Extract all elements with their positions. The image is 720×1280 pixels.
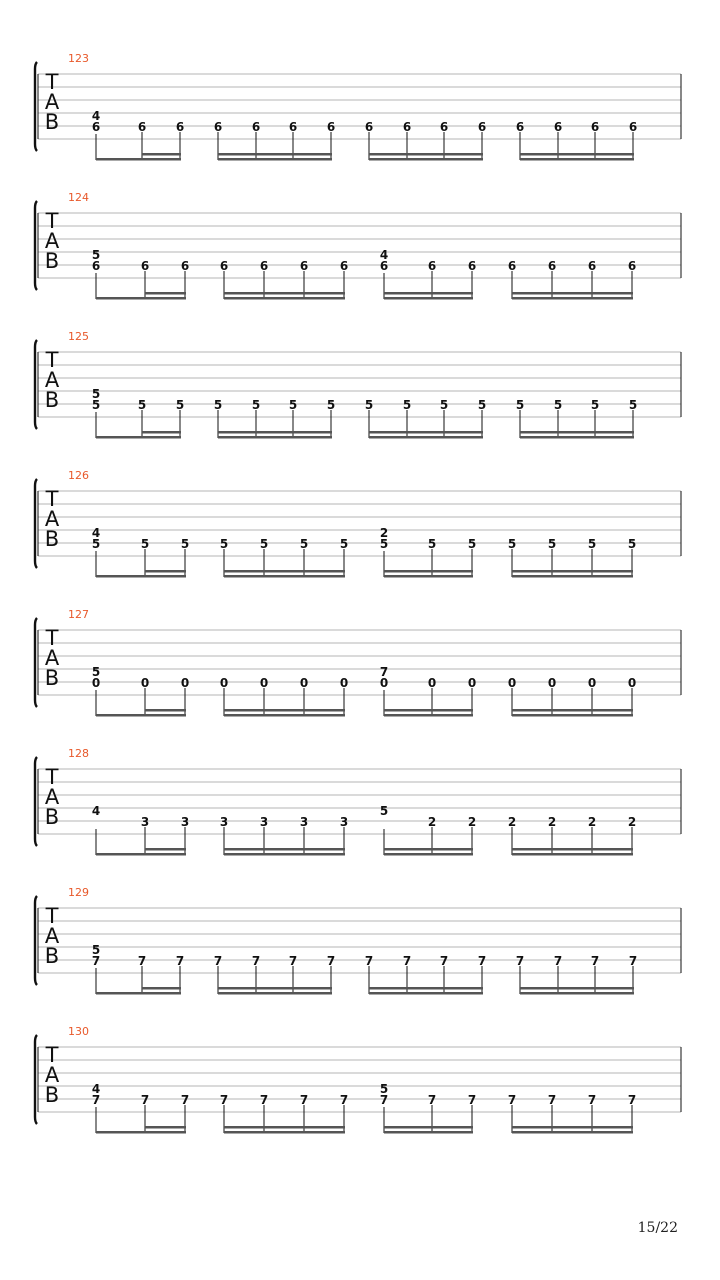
system-bracket xyxy=(35,757,37,846)
fret-number: 7 xyxy=(288,954,298,968)
measure-number: 127 xyxy=(68,608,89,621)
beam-primary xyxy=(520,992,634,995)
beam-secondary xyxy=(520,153,634,156)
fret-number: 2 xyxy=(427,815,437,829)
fret-number: 6 xyxy=(299,259,309,273)
beam-primary xyxy=(512,714,633,717)
fret-number: 6 xyxy=(137,120,147,134)
fret-number: 4 xyxy=(91,1082,101,1096)
beam-secondary xyxy=(145,570,186,573)
tab-clef-letter: B xyxy=(44,110,60,134)
beam-secondary xyxy=(218,431,332,434)
tab-clef-letter: T xyxy=(45,765,59,789)
fret-number: 5 xyxy=(379,537,389,551)
beam-primary xyxy=(512,853,633,856)
fret-number: 5 xyxy=(219,537,229,551)
beam-primary xyxy=(224,853,345,856)
tab-clef-letter: T xyxy=(45,626,59,650)
beam-secondary xyxy=(384,570,473,573)
fret-number: 7 xyxy=(175,954,185,968)
tab-clef-letter: B xyxy=(44,527,60,551)
system-bracket xyxy=(35,62,37,151)
fret-number: 0 xyxy=(379,676,389,690)
fret-number: 4 xyxy=(91,804,101,818)
fret-number: 5 xyxy=(364,398,374,412)
fret-number: 5 xyxy=(439,398,449,412)
beam-secondary xyxy=(369,431,483,434)
beam-primary xyxy=(96,575,186,578)
fret-number: 0 xyxy=(299,676,309,690)
fret-number: 6 xyxy=(507,259,517,273)
fret-number: 5 xyxy=(259,537,269,551)
beam-secondary xyxy=(224,292,345,295)
fret-number: 3 xyxy=(339,815,349,829)
fret-number: 5 xyxy=(547,537,557,551)
beam-primary xyxy=(512,297,633,300)
beam-secondary xyxy=(224,709,345,712)
page-number: 15/22 xyxy=(637,1220,678,1236)
beam-secondary xyxy=(512,570,633,573)
beam-primary xyxy=(96,992,181,995)
beam-secondary xyxy=(384,709,473,712)
measure-number: 128 xyxy=(68,747,89,760)
fret-number: 7 xyxy=(251,954,261,968)
fret-number: 6 xyxy=(477,120,487,134)
fret-number: 6 xyxy=(547,259,557,273)
system-bracket xyxy=(35,201,37,290)
beam-primary xyxy=(218,158,332,161)
fret-number: 3 xyxy=(299,815,309,829)
fret-number: 5 xyxy=(175,398,185,412)
beam-primary xyxy=(224,714,345,717)
fret-number: 7 xyxy=(627,1093,637,1107)
fret-number: 5 xyxy=(477,398,487,412)
fret-number: 6 xyxy=(180,259,190,273)
measure-number: 129 xyxy=(68,886,89,899)
fret-number: 6 xyxy=(628,120,638,134)
beam-secondary xyxy=(224,1126,345,1129)
tab-clef-letter: B xyxy=(44,805,60,829)
fret-number: 0 xyxy=(91,676,101,690)
beam-primary xyxy=(369,436,483,439)
beam-primary xyxy=(224,1131,345,1134)
beam-primary xyxy=(512,575,633,578)
fret-number: 7 xyxy=(140,1093,150,1107)
fret-number: 6 xyxy=(402,120,412,134)
fret-number: 7 xyxy=(364,954,374,968)
fret-number: 6 xyxy=(587,259,597,273)
fret-number: 6 xyxy=(326,120,336,134)
beam-secondary xyxy=(512,709,633,712)
beam-secondary xyxy=(218,153,332,156)
fret-number: 0 xyxy=(140,676,150,690)
beam-primary xyxy=(96,158,181,161)
measure-number: 123 xyxy=(68,52,89,65)
fret-number: 4 xyxy=(91,526,101,540)
beam-secondary xyxy=(520,987,634,990)
fret-number: 6 xyxy=(515,120,525,134)
fret-number: 0 xyxy=(339,676,349,690)
fret-number: 5 xyxy=(515,398,525,412)
tab-clef-letter: B xyxy=(44,944,60,968)
tab-clef-letter: B xyxy=(44,666,60,690)
beam-secondary xyxy=(384,848,473,851)
fret-number: 5 xyxy=(326,398,336,412)
tab-clef-letter: T xyxy=(45,904,59,928)
beam-secondary xyxy=(384,1126,473,1129)
tab-clef-letter: B xyxy=(44,1083,60,1107)
fret-number: 6 xyxy=(140,259,150,273)
system-bracket xyxy=(35,340,37,429)
beam-secondary xyxy=(224,570,345,573)
fret-number: 7 xyxy=(439,954,449,968)
fret-number: 5 xyxy=(213,398,223,412)
fret-number: 5 xyxy=(427,537,437,551)
beam-primary xyxy=(224,575,345,578)
fret-number: 6 xyxy=(590,120,600,134)
fret-number: 5 xyxy=(402,398,412,412)
fret-number: 7 xyxy=(379,665,389,679)
fret-number: 3 xyxy=(140,815,150,829)
fret-number: 7 xyxy=(219,1093,229,1107)
fret-number: 5 xyxy=(137,398,147,412)
fret-number: 7 xyxy=(477,954,487,968)
system-bracket xyxy=(35,479,37,568)
fret-number: 7 xyxy=(326,954,336,968)
fret-number: 0 xyxy=(467,676,477,690)
beam-secondary xyxy=(369,987,483,990)
fret-number: 7 xyxy=(628,954,638,968)
fret-number: 6 xyxy=(364,120,374,134)
fret-number: 7 xyxy=(379,1093,389,1107)
fret-number: 5 xyxy=(507,537,517,551)
fret-number: 5 xyxy=(339,537,349,551)
beam-primary xyxy=(96,1131,186,1134)
tab-clef-letter: A xyxy=(44,924,60,948)
fret-number: 7 xyxy=(137,954,147,968)
fret-number: 6 xyxy=(259,259,269,273)
tab-clef-letter: T xyxy=(45,348,59,372)
fret-number: 5 xyxy=(91,398,101,412)
beam-primary xyxy=(384,714,473,717)
beam-primary xyxy=(512,1131,633,1134)
beam-primary xyxy=(218,992,332,995)
beam-secondary xyxy=(520,431,634,434)
fret-number: 5 xyxy=(627,537,637,551)
beam-primary xyxy=(224,297,345,300)
fret-number: 7 xyxy=(515,954,525,968)
measure-number: 130 xyxy=(68,1025,89,1038)
beam-secondary xyxy=(145,292,186,295)
tab-clef-letter: T xyxy=(45,70,59,94)
fret-number: 2 xyxy=(587,815,597,829)
beam-primary xyxy=(369,992,483,995)
measure-number: 125 xyxy=(68,330,89,343)
beam-secondary xyxy=(218,987,332,990)
fret-number: 6 xyxy=(288,120,298,134)
fret-number: 6 xyxy=(467,259,477,273)
fret-number: 5 xyxy=(299,537,309,551)
fret-number: 2 xyxy=(507,815,517,829)
fret-number: 4 xyxy=(91,109,101,123)
system-bracket xyxy=(35,618,37,707)
fret-number: 5 xyxy=(91,537,101,551)
fret-number: 7 xyxy=(590,954,600,968)
tab-clef-letter: A xyxy=(44,90,60,114)
fret-number: 0 xyxy=(219,676,229,690)
fret-number: 0 xyxy=(627,676,637,690)
fret-number: 7 xyxy=(427,1093,437,1107)
beam-primary xyxy=(96,714,186,717)
beam-secondary xyxy=(142,987,181,990)
tab-clef-letter: A xyxy=(44,368,60,392)
system-bracket xyxy=(35,896,37,985)
fret-number: 7 xyxy=(402,954,412,968)
beam-primary xyxy=(384,1131,473,1134)
tab-clef-letter: B xyxy=(44,388,60,412)
fret-number: 6 xyxy=(427,259,437,273)
beam-secondary xyxy=(145,709,186,712)
fret-number: 0 xyxy=(547,676,557,690)
beam-secondary xyxy=(512,1126,633,1129)
fret-number: 2 xyxy=(627,815,637,829)
fret-number: 7 xyxy=(547,1093,557,1107)
beam-primary xyxy=(520,436,634,439)
fret-number: 7 xyxy=(91,954,101,968)
beam-primary xyxy=(218,436,332,439)
fret-number: 2 xyxy=(379,526,389,540)
fret-number: 5 xyxy=(180,537,190,551)
fret-number: 6 xyxy=(91,120,101,134)
fret-number: 2 xyxy=(547,815,557,829)
fret-number: 6 xyxy=(379,259,389,273)
tab-clef-letter: T xyxy=(45,487,59,511)
beam-secondary xyxy=(145,848,186,851)
fret-number: 5 xyxy=(288,398,298,412)
measure-number: 126 xyxy=(68,469,89,482)
beam-primary xyxy=(384,853,473,856)
fret-number: 5 xyxy=(628,398,638,412)
fret-number: 6 xyxy=(553,120,563,134)
system-bracket xyxy=(35,1035,37,1124)
fret-number: 6 xyxy=(91,259,101,273)
fret-number: 6 xyxy=(175,120,185,134)
beam-primary xyxy=(520,158,634,161)
beam-primary xyxy=(384,297,473,300)
beam-primary xyxy=(369,158,483,161)
fret-number: 0 xyxy=(507,676,517,690)
fret-number: 5 xyxy=(91,248,101,262)
fret-number: 5 xyxy=(467,537,477,551)
fret-number: 7 xyxy=(213,954,223,968)
beam-secondary xyxy=(512,292,633,295)
beam-primary xyxy=(96,853,186,856)
fret-number: 6 xyxy=(627,259,637,273)
fret-number: 5 xyxy=(553,398,563,412)
tab-clef-letter: B xyxy=(44,249,60,273)
fret-number: 3 xyxy=(259,815,269,829)
measure-number: 124 xyxy=(68,191,89,204)
beam-primary xyxy=(96,297,186,300)
fret-number: 5 xyxy=(587,537,597,551)
fret-number: 5 xyxy=(91,665,101,679)
tab-clef-letter: A xyxy=(44,785,60,809)
fret-number: 5 xyxy=(379,1082,389,1096)
fret-number: 5 xyxy=(91,387,101,401)
beam-secondary xyxy=(142,431,181,434)
fret-number: 7 xyxy=(299,1093,309,1107)
fret-number: 3 xyxy=(180,815,190,829)
fret-number: 6 xyxy=(339,259,349,273)
fret-number: 4 xyxy=(379,248,389,262)
fret-number: 0 xyxy=(587,676,597,690)
fret-number: 0 xyxy=(427,676,437,690)
fret-number: 7 xyxy=(91,1093,101,1107)
fret-number: 7 xyxy=(259,1093,269,1107)
fret-number: 7 xyxy=(553,954,563,968)
tab-clef-letter: T xyxy=(45,209,59,233)
fret-number: 7 xyxy=(180,1093,190,1107)
fret-number: 7 xyxy=(339,1093,349,1107)
tab-clef-letter: T xyxy=(45,1043,59,1067)
fret-number: 6 xyxy=(439,120,449,134)
beam-secondary xyxy=(224,848,345,851)
fret-number: 3 xyxy=(219,815,229,829)
fret-number: 5 xyxy=(379,804,389,818)
beam-primary xyxy=(96,436,181,439)
beam-secondary xyxy=(145,1126,186,1129)
fret-number: 5 xyxy=(91,943,101,957)
fret-number: 0 xyxy=(180,676,190,690)
tab-clef-letter: A xyxy=(44,507,60,531)
fret-number: 2 xyxy=(467,815,477,829)
fret-number: 7 xyxy=(507,1093,517,1107)
tab-clef-letter: A xyxy=(44,1063,60,1087)
fret-number: 5 xyxy=(251,398,261,412)
tab-clef-letter: A xyxy=(44,229,60,253)
beam-primary xyxy=(384,575,473,578)
fret-number: 5 xyxy=(590,398,600,412)
fret-number: 7 xyxy=(467,1093,477,1107)
beam-secondary xyxy=(142,153,181,156)
fret-number: 6 xyxy=(213,120,223,134)
fret-number: 0 xyxy=(259,676,269,690)
beam-secondary xyxy=(512,848,633,851)
beam-secondary xyxy=(384,292,473,295)
fret-number: 7 xyxy=(587,1093,597,1107)
beam-secondary xyxy=(369,153,483,156)
fret-number: 5 xyxy=(140,537,150,551)
fret-number: 6 xyxy=(251,120,261,134)
fret-number: 6 xyxy=(219,259,229,273)
tab-clef-letter: A xyxy=(44,646,60,670)
